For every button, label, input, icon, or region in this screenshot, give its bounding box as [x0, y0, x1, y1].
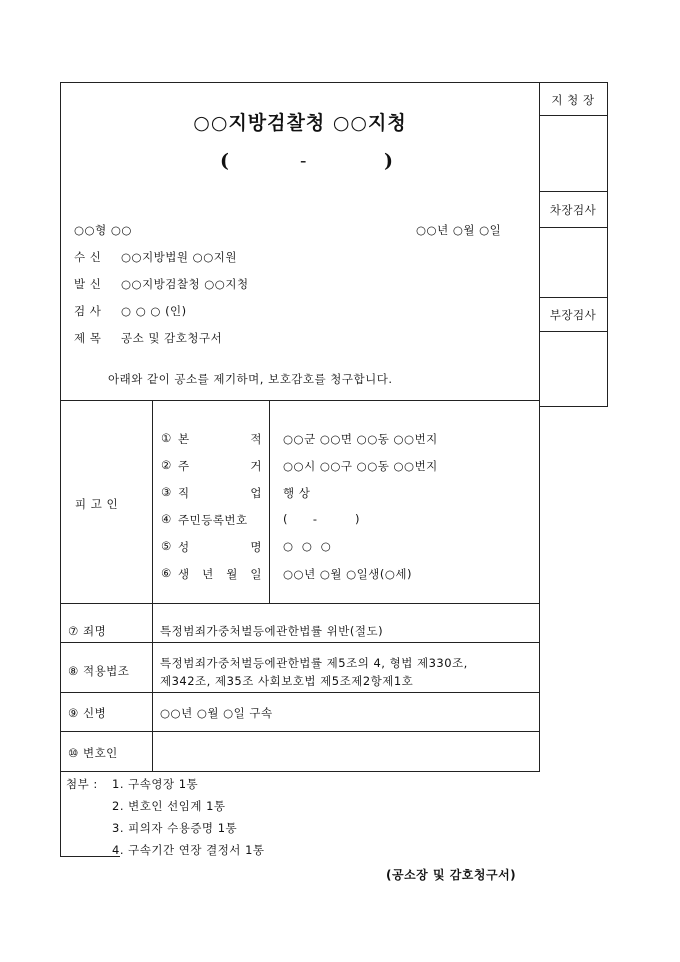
- prosecutor-value: ○ ○ ○ (인): [121, 304, 187, 318]
- field-label-6: [178, 566, 262, 582]
- approval-bottom: [539, 406, 608, 407]
- field-label-3-b: 업: [250, 486, 262, 500]
- custody-value: ○○년 ○월 ○일 구속: [160, 706, 273, 720]
- law-value-line1: 특정범죄가중처벌등에관한법률 제5조의 4, 형법 제330조,: [160, 656, 468, 670]
- field-value-2: ○○시 ○○구 ○○동 ○○번지: [283, 459, 438, 473]
- field-label-3: [178, 485, 262, 501]
- paren-open: (: [220, 150, 229, 172]
- field-label-5-b: 명: [250, 540, 262, 554]
- divider-law: [60, 692, 540, 693]
- field-label-5: [178, 539, 262, 555]
- attachment-item-4: 4. 구속기간 연장 결정서 1통: [112, 843, 265, 857]
- paren-close: ): [384, 150, 393, 172]
- field-label-1-b: 적: [250, 432, 262, 446]
- subject-value: 공소 및 감호청구서: [121, 331, 223, 345]
- approval-line-1: [539, 115, 608, 116]
- field-num-1: ①: [161, 431, 172, 445]
- field-label-1: [178, 431, 262, 447]
- field-label-3-a: 직: [178, 486, 190, 500]
- field-label-2-b: 거: [250, 459, 262, 473]
- field-value-1: ○○군 ○○면 ○○동 ○○번지: [283, 432, 438, 446]
- divider-defendant: [60, 603, 540, 604]
- paren-dash: -: [300, 150, 307, 172]
- approval-line-2: [539, 191, 608, 192]
- doc-number: ○○형 ○○: [74, 223, 132, 237]
- field-label-2: [178, 458, 262, 474]
- approval-line-4: [539, 297, 608, 298]
- approval-label-section: 부장검사: [549, 308, 597, 322]
- law-value-line2: 제342조, 제35조 사회보호법 제5조제2항제1호: [160, 674, 414, 688]
- subject-label: 제 목: [74, 331, 102, 345]
- field-num-3: ③: [161, 485, 172, 499]
- frame-top: [60, 82, 608, 83]
- lawyer-label: ⑩ 변호인: [68, 746, 118, 760]
- attachment-item-3: 3. 피의자 수용증명 1통: [112, 821, 238, 835]
- field-num-4: ④: [161, 512, 172, 526]
- field-value-3: 행 상: [283, 486, 311, 500]
- attachment-item-1: 1. 구속영장 1통: [112, 777, 199, 791]
- field-num-2: ②: [161, 458, 172, 472]
- custody-label: ⑨ 신병: [68, 706, 107, 720]
- col-label-divider: [152, 400, 153, 771]
- divider-lawyer: [60, 771, 540, 772]
- approval-line-5: [539, 331, 608, 332]
- intro-text: 아래와 같이 공소를 제기하며, 보호감호를 청구합니다.: [108, 372, 393, 386]
- divider-custody: [60, 731, 540, 732]
- frame-main-right: [539, 82, 540, 771]
- footer-caption: (공소장 및 감호청구서): [386, 868, 517, 882]
- approval-right: [607, 82, 608, 406]
- field-label-5-a: 성: [178, 540, 190, 554]
- field-label-4: 주민등록번호: [178, 513, 248, 527]
- field-label-6-a: 생: [178, 567, 190, 581]
- prosecutor-label: 검 사: [74, 304, 102, 318]
- doc-date: ○○년 ○월 ○일: [416, 223, 502, 237]
- frame-bottom: [60, 856, 120, 857]
- approval-label-deputy: 차장검사: [549, 203, 597, 217]
- field-num-5: ⑤: [161, 539, 172, 553]
- frame-left: [60, 82, 61, 856]
- crime-value: 특정범죄가중처벌등에관한법률 위반(절도): [160, 624, 384, 638]
- law-label: ⑧ 적용법조: [68, 664, 130, 678]
- sender-value: ○○지방검찰청 ○○지청: [121, 277, 249, 291]
- field-value-4: ( - ): [283, 512, 360, 526]
- attachment-item-2: 2. 변호인 선임계 1통: [112, 799, 226, 813]
- defendant-label: 피 고 인: [75, 497, 119, 511]
- sender-label: 발 신: [74, 277, 102, 291]
- approval-line-3: [539, 227, 608, 228]
- field-label-6-b: 년: [202, 567, 214, 581]
- field-label-6-d: 일: [250, 567, 262, 581]
- divider-header: [60, 400, 540, 401]
- crime-label: ⑦ 죄명: [68, 624, 107, 638]
- field-label-6-c: 월: [226, 567, 238, 581]
- field-label-1-a: 본: [178, 432, 190, 446]
- attachments-label: 첨부 :: [66, 777, 98, 791]
- field-value-5: ○ ○ ○: [283, 539, 332, 553]
- page-title: ○○지방검찰청 ○○지청: [193, 112, 407, 134]
- field-label-2-a: 주: [178, 459, 190, 473]
- recipient-label: 수 신: [74, 250, 102, 264]
- field-value-6: ○○년 ○월 ○일생(○세): [283, 567, 413, 581]
- col-field-divider: [269, 400, 270, 603]
- approval-label-chief: 지 청 장: [551, 93, 595, 107]
- field-num-6: ⑥: [161, 566, 172, 580]
- divider-crime: [60, 642, 540, 643]
- recipient-value: ○○지방법원 ○○지원: [121, 250, 237, 264]
